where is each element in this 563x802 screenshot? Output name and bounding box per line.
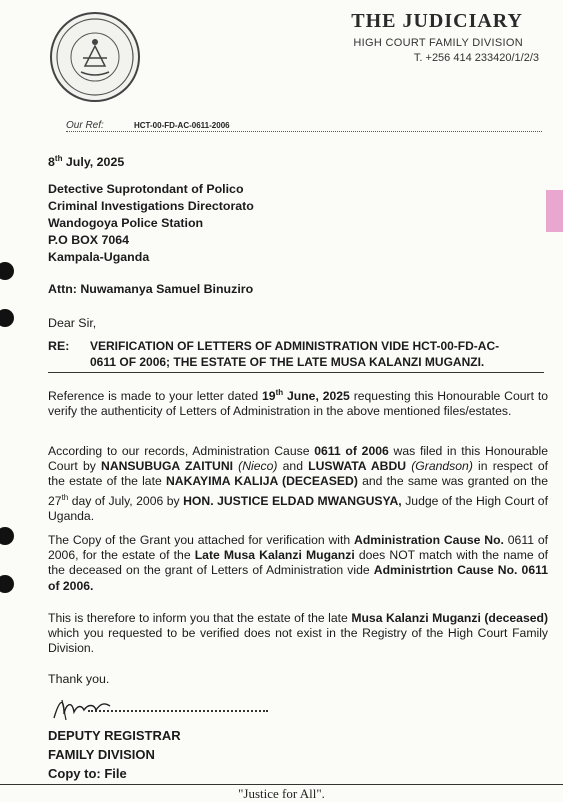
copy-to-line: Copy to: File — [48, 766, 127, 781]
pink-tab-mark — [546, 190, 563, 232]
punch-hole — [0, 527, 14, 545]
seal-emblem-icon — [52, 14, 138, 100]
letter-date: 8th July, 2025 — [48, 154, 125, 170]
reference-label: Our Ref: — [66, 120, 104, 131]
punch-hole — [0, 575, 14, 593]
footer-motto: "Justice for All". — [238, 786, 325, 801]
letterhead-title: THE JUDICIARY — [351, 10, 523, 32]
paragraph-records: According to our records, Administration Cause 0611 of 2006 was filed in this Honourable Court by NANSUBUGA ZAITUNI (Nieco) and LUSWATA ABDU (Grandson) in respect of the estate of the late NAKAYIMA KALIJA (DECEASED) and the same was granted on the 27th day of July, 2006 by HON. JUSTICE ELDAD MWANGUSYA, Judge of the High Court of Uganda. — [48, 444, 548, 523]
handwritten-signature — [50, 694, 114, 724]
judiciary-seal — [50, 12, 140, 102]
paragraph-conclusion: This is therefore to inform you that the estate of the late Musa Kalanzi Muganzi (deceased) which you requested to be verified does not exist in the Registry of the High Court Family Division. — [48, 611, 549, 656]
signatory-title: DEPUTY REGISTRAR — [48, 728, 181, 743]
signatory-block — [48, 726, 181, 783]
letterhead-telephone: T. +256 414 233420/1/2/3 — [413, 52, 539, 64]
subject-label: RE: — [48, 339, 70, 353]
addressee-line: P.O BOX 7064 — [48, 233, 130, 247]
salutation: Dear Sir, — [48, 316, 97, 330]
addressee-block — [48, 181, 254, 266]
signature-line — [88, 710, 268, 712]
attention-line: Attn: Nuwamanya Samuel Binuziro — [48, 282, 254, 296]
punch-hole — [0, 262, 14, 280]
reference-divider — [66, 131, 542, 132]
punch-hole — [0, 309, 14, 327]
paragraph-mismatch: The Copy of the Grant you attached for verification with Administration Cause No. 0611 of 2006, for the estate of the Late Musa Kalanzi Muganzi does NOT match with the name of the deceased on the grant of Letters of Administration vide Administrtion Cause No. 0611 of 2006. — [48, 533, 548, 593]
letterhead-subtitle: HIGH COURT FAMILY DIVISION — [353, 37, 523, 49]
addressee-line: Detective Suprotondant of Polico — [48, 182, 244, 196]
subject-underline — [48, 372, 544, 373]
reference-number: HCT-00-FD-AC-0611-2006 — [134, 121, 230, 130]
subject-heading: VERIFICATION OF LETTERS OF ADMINISTRATION VIDE HCT-00-FD-AC- 0611 OF 2006; THE ESTATE OF THE LATE MUSA KALANZI MUGANZI. — [90, 339, 500, 369]
addressee-line: Kampala-Uganda — [48, 250, 150, 264]
addressee-line: Criminal Investigations Directorato — [48, 199, 254, 213]
signatory-division: FAMILY DIVISION — [48, 747, 155, 762]
footer-divider — [0, 784, 563, 785]
addressee-line: Wandogoya Police Station — [48, 216, 204, 230]
paragraph-reference: Reference is made to your letter dated 19th June, 2025 requesting this Honourable Court to verify the authenticity of Letters of Administration in the above mentioned files/estates. — [48, 388, 549, 419]
closing-remark: Thank you. — [48, 672, 110, 686]
